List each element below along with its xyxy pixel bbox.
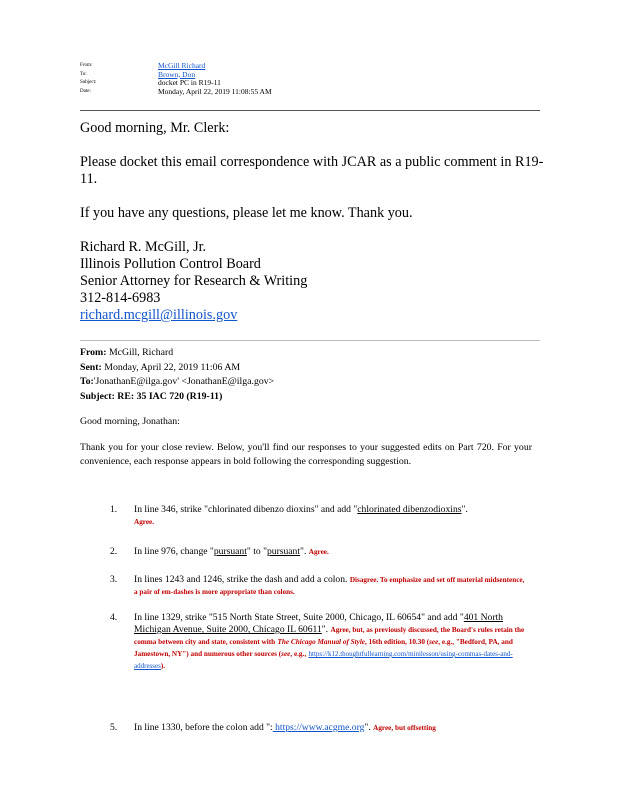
item-text: In line 346, strike "chlorinated dibenzo dioxins" and add " bbox=[134, 504, 358, 515]
quoted-email bbox=[80, 346, 532, 469]
header-from-row bbox=[80, 62, 540, 71]
item-number: 5. bbox=[110, 722, 118, 733]
header-divider bbox=[80, 110, 540, 111]
item-link[interactable]: https://www.acgme.org bbox=[272, 722, 365, 733]
item-response: Agree. bbox=[134, 518, 155, 526]
item-response-3: , e.g., "Bedford, PA, and Jamestown, NY") and numerous other sources ( bbox=[134, 638, 513, 658]
header-to-value[interactable]: Brown, Don bbox=[158, 69, 196, 79]
item-text-end: ". bbox=[461, 504, 468, 515]
list-item bbox=[80, 546, 525, 558]
email-header bbox=[80, 62, 540, 96]
item-text-end: ". bbox=[321, 624, 329, 635]
item-response: Agree. bbox=[308, 548, 329, 556]
quoted-subject-value: RE: 35 IAC 720 (R19-11) bbox=[117, 390, 223, 402]
header-subject-row bbox=[80, 79, 540, 88]
item-text: In line 976, change " bbox=[134, 546, 214, 557]
quoted-from-label: From: bbox=[80, 347, 107, 358]
quoted-intro: Thank you for your close review. Below, you'll find our responses to your suggested edits on Part 720. For your convenience, each response appears in bold following the corresponding suggestion. bbox=[80, 441, 532, 467]
quoted-subject-label: Subject: bbox=[80, 390, 115, 402]
header-to-row bbox=[80, 71, 540, 80]
header-to-label: To: bbox=[80, 71, 87, 77]
item-response-italic-3: see bbox=[281, 650, 291, 658]
item-response-4: , e.g., bbox=[290, 650, 307, 658]
signature-org: Illinois Pollution Control Board bbox=[80, 256, 261, 272]
list-item bbox=[80, 612, 525, 672]
header-subject-value: docket PC in R19-11 bbox=[158, 78, 221, 88]
item-number: 1. bbox=[110, 504, 118, 515]
item-response: Agree, but offsetting bbox=[373, 724, 436, 732]
item-underlined-text: 401 North Michigan Avenue, Suite 2000, Chicago IL 60611 bbox=[134, 612, 503, 635]
quoted-greeting: Good morning, Jonathan: bbox=[80, 416, 180, 428]
header-date-row bbox=[80, 88, 540, 97]
item-response-link[interactable]: https://k12.thoughtfullearning.com/minilesson/using-commas-dates-and-addresses bbox=[134, 650, 513, 670]
header-subject-label: Subject: bbox=[80, 80, 97, 86]
header-date-value: Monday, April 22, 2019 11:08:55 AM bbox=[158, 86, 272, 96]
signature-name: Richard R. McGill, Jr. bbox=[80, 239, 207, 255]
list-item bbox=[80, 574, 525, 598]
quoted-to-label: To: bbox=[80, 376, 94, 388]
quoted-to-value: 'JonathanE@ilga.gov' <JonathanE@ilga.gov> bbox=[93, 376, 275, 388]
message-body bbox=[80, 120, 550, 324]
item-text-end: ". bbox=[364, 722, 371, 733]
message-closing: If you have any questions, please let me know. Thank you. bbox=[80, 205, 413, 221]
item-number: 2. bbox=[110, 546, 118, 557]
message-greeting: Good morning, Mr. Clerk: bbox=[80, 120, 230, 136]
item-text: In lines 1243 and 1246, strike the dash and add a colon. bbox=[134, 574, 348, 585]
signature-phone: 312-814-6983 bbox=[80, 290, 161, 306]
item-underlined-text-2: pursuant bbox=[266, 546, 301, 557]
list-item bbox=[80, 504, 525, 528]
item-text: In line 1330, before the colon add ": bbox=[134, 722, 273, 733]
item-text-mid: " to " bbox=[246, 546, 267, 557]
item-response: Agree, but, as previously discussed, the Board's rules retain the comma between city and state, consistent with bbox=[134, 626, 525, 646]
list-item bbox=[80, 722, 525, 734]
item-number: 3. bbox=[110, 574, 118, 585]
item-response-2: , 16th edition, 10.30 ( bbox=[365, 638, 430, 646]
signature-title: Senior Attorney for Research & Writing bbox=[80, 273, 308, 289]
header-from-value[interactable]: McGill Richard bbox=[158, 61, 206, 70]
quoted-sent-value: Monday, April 22, 2019 11:06 AM bbox=[104, 361, 241, 373]
quoted-meta bbox=[80, 346, 532, 404]
item-text-end: ". bbox=[300, 546, 307, 557]
signature bbox=[80, 239, 550, 324]
signature-email-link[interactable]: richard.mcgill@illinois.gov bbox=[80, 307, 238, 323]
item-underlined-text: pursuant bbox=[213, 546, 247, 557]
item-response-italic: The Chicago Manual of Style bbox=[277, 638, 366, 646]
item-number: 4. bbox=[110, 612, 118, 623]
item-response-5: ). bbox=[160, 662, 166, 670]
item-underlined-text: chlorinated dibenzodioxins bbox=[357, 504, 462, 515]
header-date-label: Date: bbox=[80, 88, 91, 94]
item-response-italic-2: see bbox=[429, 638, 439, 646]
item-response: Disagree. To emphasize and set off material midsentence, a pair of em-dashes is more appropriate than colons. bbox=[134, 576, 525, 596]
quoted-divider bbox=[80, 340, 540, 341]
item-text: In line 1329, strike "515 North State Street, Suite 2000, Chicago, IL 60654" and add " bbox=[134, 612, 464, 623]
quoted-sent-label: Sent: bbox=[80, 361, 102, 373]
header-from-label: From: bbox=[80, 63, 93, 68]
quoted-from-value: McGill, Richard bbox=[108, 347, 174, 358]
message-text: Please docket this email correspondence with JCAR as a public comment in R19-11. bbox=[80, 154, 544, 187]
